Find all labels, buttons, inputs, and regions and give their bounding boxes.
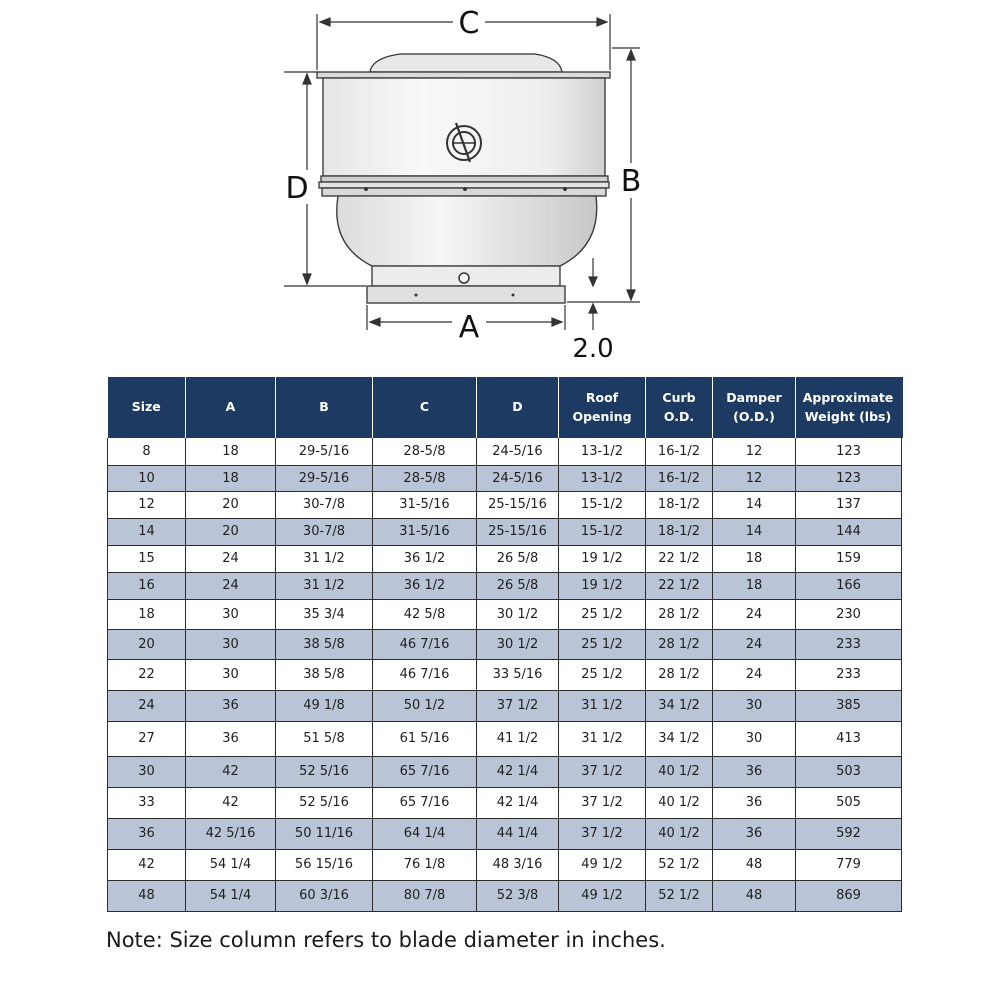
header-row: [108, 377, 902, 438]
table-cell: 26 5/8: [477, 545, 559, 572]
table-cell: 60 3/16: [276, 880, 373, 911]
column-header-text: Roof: [585, 390, 619, 406]
table-cell: 30: [713, 690, 796, 721]
table-cell: 31 1/2: [559, 690, 646, 721]
table-cell: 35 3/4: [276, 599, 373, 629]
table-cell: 40 1/2: [646, 756, 713, 787]
table-cell: 28 1/2: [646, 629, 713, 659]
table-cell: 54 1/4: [186, 849, 276, 880]
table-cell: 42 1/4: [477, 756, 559, 787]
table-cell: 13-1/2: [559, 438, 646, 465]
table-row: [108, 465, 902, 491]
table-row: [108, 659, 902, 690]
table-cell: 28-5/8: [373, 438, 477, 465]
table-cell: 30: [186, 599, 276, 629]
table-cell: 31 1/2: [276, 572, 373, 599]
table-cell: 34 1/2: [646, 690, 713, 721]
table-cell: 48 3/16: [477, 849, 559, 880]
table-cell: 33 5/16: [477, 659, 559, 690]
table-cell: 505: [796, 787, 902, 818]
table-cell: 30: [186, 659, 276, 690]
column-header-text: (O.D.): [733, 408, 775, 424]
table-cell: 31-5/16: [373, 518, 477, 545]
table-cell: 61 5/16: [373, 721, 477, 756]
table-cell: 18-1/2: [646, 491, 713, 518]
table-row: [108, 690, 902, 721]
table-cell: 52 3/8: [477, 880, 559, 911]
table-cell: 42: [108, 849, 186, 880]
table-cell: 779: [796, 849, 902, 880]
table-row: [108, 756, 902, 787]
column-header-text: Curb: [662, 390, 696, 406]
table-cell: 14: [108, 518, 186, 545]
column-header-text: Opening: [572, 408, 632, 424]
table-cell: 20: [186, 491, 276, 518]
table-cell: 36: [186, 721, 276, 756]
table-cell: 30 1/2: [477, 629, 559, 659]
table-cell: 10: [108, 465, 186, 491]
table-cell: 40 1/2: [646, 818, 713, 849]
table-cell: 46 7/16: [373, 659, 477, 690]
table-cell: 64 1/4: [373, 818, 477, 849]
table-cell: 413: [796, 721, 902, 756]
table-cell: 16-1/2: [646, 438, 713, 465]
table-cell: 24: [713, 659, 796, 690]
table-cell: 19 1/2: [559, 545, 646, 572]
column-header-text: C: [419, 399, 430, 415]
table-cell: 233: [796, 629, 902, 659]
table-row: [108, 629, 902, 659]
table-cell: 49 1/2: [559, 849, 646, 880]
table-cell: 48: [108, 880, 186, 911]
column-header: [276, 377, 373, 438]
table-cell: 29-5/16: [276, 465, 373, 491]
table-cell: 25 1/2: [559, 599, 646, 629]
table-row: [108, 849, 902, 880]
table-cell: 159: [796, 545, 902, 572]
table-cell: 16: [108, 572, 186, 599]
column-header: [108, 377, 186, 438]
dimensions-table: [107, 377, 903, 912]
column-header: [373, 377, 477, 438]
label-a: A: [458, 310, 480, 345]
table-cell: 592: [796, 818, 902, 849]
table-cell: 50 1/2: [373, 690, 477, 721]
table-cell: 36: [108, 818, 186, 849]
table-cell: 42: [186, 787, 276, 818]
table-cell: 25-15/16: [477, 518, 559, 545]
table-cell: 42 1/4: [477, 787, 559, 818]
column-header: [796, 377, 902, 438]
column-header: [646, 377, 713, 438]
table-cell: 31 1/2: [559, 721, 646, 756]
table-cell: 30-7/8: [276, 518, 373, 545]
table-cell: 12: [108, 491, 186, 518]
table-cell: 38 5/8: [276, 659, 373, 690]
column-header-text: Size: [131, 399, 161, 415]
column-header-text: Approximate: [802, 390, 894, 406]
table-cell: 24: [713, 629, 796, 659]
table-row: [108, 599, 902, 629]
table-cell: 25 1/2: [559, 629, 646, 659]
table-cell: 18: [186, 465, 276, 491]
table-cell: 869: [796, 880, 902, 911]
table-cell: 30: [713, 721, 796, 756]
table-cell: 37 1/2: [559, 756, 646, 787]
table-row: [108, 818, 902, 849]
table-cell: 137: [796, 491, 902, 518]
table-cell: 37 1/2: [559, 787, 646, 818]
table-cell: 36 1/2: [373, 545, 477, 572]
column-header-text: A: [225, 399, 236, 415]
label-b: B: [620, 164, 642, 199]
table-row: [108, 491, 902, 518]
table-cell: 20: [186, 518, 276, 545]
table-cell: 30: [108, 756, 186, 787]
table-body: [108, 438, 902, 911]
table-cell: 28 1/2: [646, 599, 713, 629]
table-cell: 65 7/16: [373, 787, 477, 818]
table-cell: 18: [713, 572, 796, 599]
table-cell: 49 1/2: [559, 880, 646, 911]
table-cell: 30 1/2: [477, 599, 559, 629]
table-cell: 20: [108, 629, 186, 659]
table-cell: 22 1/2: [646, 572, 713, 599]
table-cell: 18: [186, 438, 276, 465]
table-cell: 24-5/16: [477, 438, 559, 465]
table-cell: 50 11/16: [276, 818, 373, 849]
column-header-text: O.D.: [663, 408, 695, 424]
table-cell: 19 1/2: [559, 572, 646, 599]
table-cell: 24-5/16: [477, 465, 559, 491]
table-cell: 29-5/16: [276, 438, 373, 465]
table-cell: 12: [713, 438, 796, 465]
table-cell: 36: [713, 787, 796, 818]
table-cell: 48: [713, 880, 796, 911]
table-cell: 18: [713, 545, 796, 572]
table-cell: 51 5/8: [276, 721, 373, 756]
table-cell: 36 1/2: [373, 572, 477, 599]
table-cell: 41 1/2: [477, 721, 559, 756]
table-cell: 52 1/2: [646, 880, 713, 911]
label-base-height: 2.0: [572, 334, 614, 364]
table-cell: 37 1/2: [559, 818, 646, 849]
table-cell: 18-1/2: [646, 518, 713, 545]
table-cell: 36: [713, 756, 796, 787]
table-cell: 123: [796, 465, 902, 491]
column-header-text: Damper: [726, 390, 782, 406]
table-cell: 24: [108, 690, 186, 721]
label-d: D: [285, 171, 309, 206]
table-cell: 385: [796, 690, 902, 721]
label-c: C: [458, 6, 480, 41]
table-cell: 48: [713, 849, 796, 880]
table-row: [108, 787, 902, 818]
table-header: [108, 377, 902, 438]
table-row: [108, 518, 902, 545]
table-cell: 12: [713, 465, 796, 491]
table-cell: 31-5/16: [373, 491, 477, 518]
table-cell: 28-5/8: [373, 465, 477, 491]
table-cell: 503: [796, 756, 902, 787]
table-cell: 34 1/2: [646, 721, 713, 756]
table-cell: 46 7/16: [373, 629, 477, 659]
table-cell: 24: [186, 545, 276, 572]
column-header-text: Weight (lbs): [804, 408, 892, 424]
table-cell: 26 5/8: [477, 572, 559, 599]
table-cell: 36: [713, 818, 796, 849]
fan-outline: [317, 54, 610, 303]
table-cell: 44 1/4: [477, 818, 559, 849]
table-row: [108, 438, 902, 465]
table-cell: 144: [796, 518, 902, 545]
table-cell: 31 1/2: [276, 545, 373, 572]
table-cell: 40 1/2: [646, 787, 713, 818]
table-cell: 54 1/4: [186, 880, 276, 911]
table-cell: 166: [796, 572, 902, 599]
table-cell: 52 5/16: [276, 787, 373, 818]
fan-dimension-drawing: [0, 0, 1000, 372]
column-header-text: B: [319, 399, 329, 415]
table-cell: 33: [108, 787, 186, 818]
table-cell: 52 1/2: [646, 849, 713, 880]
table-cell: 18: [108, 599, 186, 629]
table-cell: 14: [713, 491, 796, 518]
table-cell: 36: [186, 690, 276, 721]
table-cell: 37 1/2: [477, 690, 559, 721]
table-cell: 24: [713, 599, 796, 629]
column-header: [713, 377, 796, 438]
table-cell: 65 7/16: [373, 756, 477, 787]
table-cell: 15-1/2: [559, 518, 646, 545]
table-cell: 80 7/8: [373, 880, 477, 911]
column-header: [559, 377, 646, 438]
table-cell: 27: [108, 721, 186, 756]
table-cell: 230: [796, 599, 902, 629]
table-cell: 38 5/8: [276, 629, 373, 659]
table-cell: 24: [186, 572, 276, 599]
table-cell: 28 1/2: [646, 659, 713, 690]
table-cell: 13-1/2: [559, 465, 646, 491]
table-cell: 233: [796, 659, 902, 690]
table-cell: 15-1/2: [559, 491, 646, 518]
table-cell: 16-1/2: [646, 465, 713, 491]
table-cell: 30-7/8: [276, 491, 373, 518]
table-cell: 76 1/8: [373, 849, 477, 880]
table-cell: 22: [108, 659, 186, 690]
table-cell: 42 5/8: [373, 599, 477, 629]
column-header: [186, 377, 276, 438]
table-cell: 52 5/16: [276, 756, 373, 787]
table-cell: 42: [186, 756, 276, 787]
table-cell: 30: [186, 629, 276, 659]
table-cell: 25-15/16: [477, 491, 559, 518]
table-row: [108, 572, 902, 599]
table-cell: 56 15/16: [276, 849, 373, 880]
table-row: [108, 721, 902, 756]
table-cell: 25 1/2: [559, 659, 646, 690]
table-cell: 42 5/16: [186, 818, 276, 849]
table-row: [108, 880, 902, 911]
table-cell: 22 1/2: [646, 545, 713, 572]
table-cell: 49 1/8: [276, 690, 373, 721]
footnote: Note: Size column refers to blade diameter in inches.: [106, 928, 666, 952]
table-cell: 123: [796, 438, 902, 465]
table-cell: 15: [108, 545, 186, 572]
column-header: [477, 377, 559, 438]
table-cell: 14: [713, 518, 796, 545]
table-cell: 8: [108, 438, 186, 465]
table-row: [108, 545, 902, 572]
column-header-text: D: [512, 399, 523, 415]
